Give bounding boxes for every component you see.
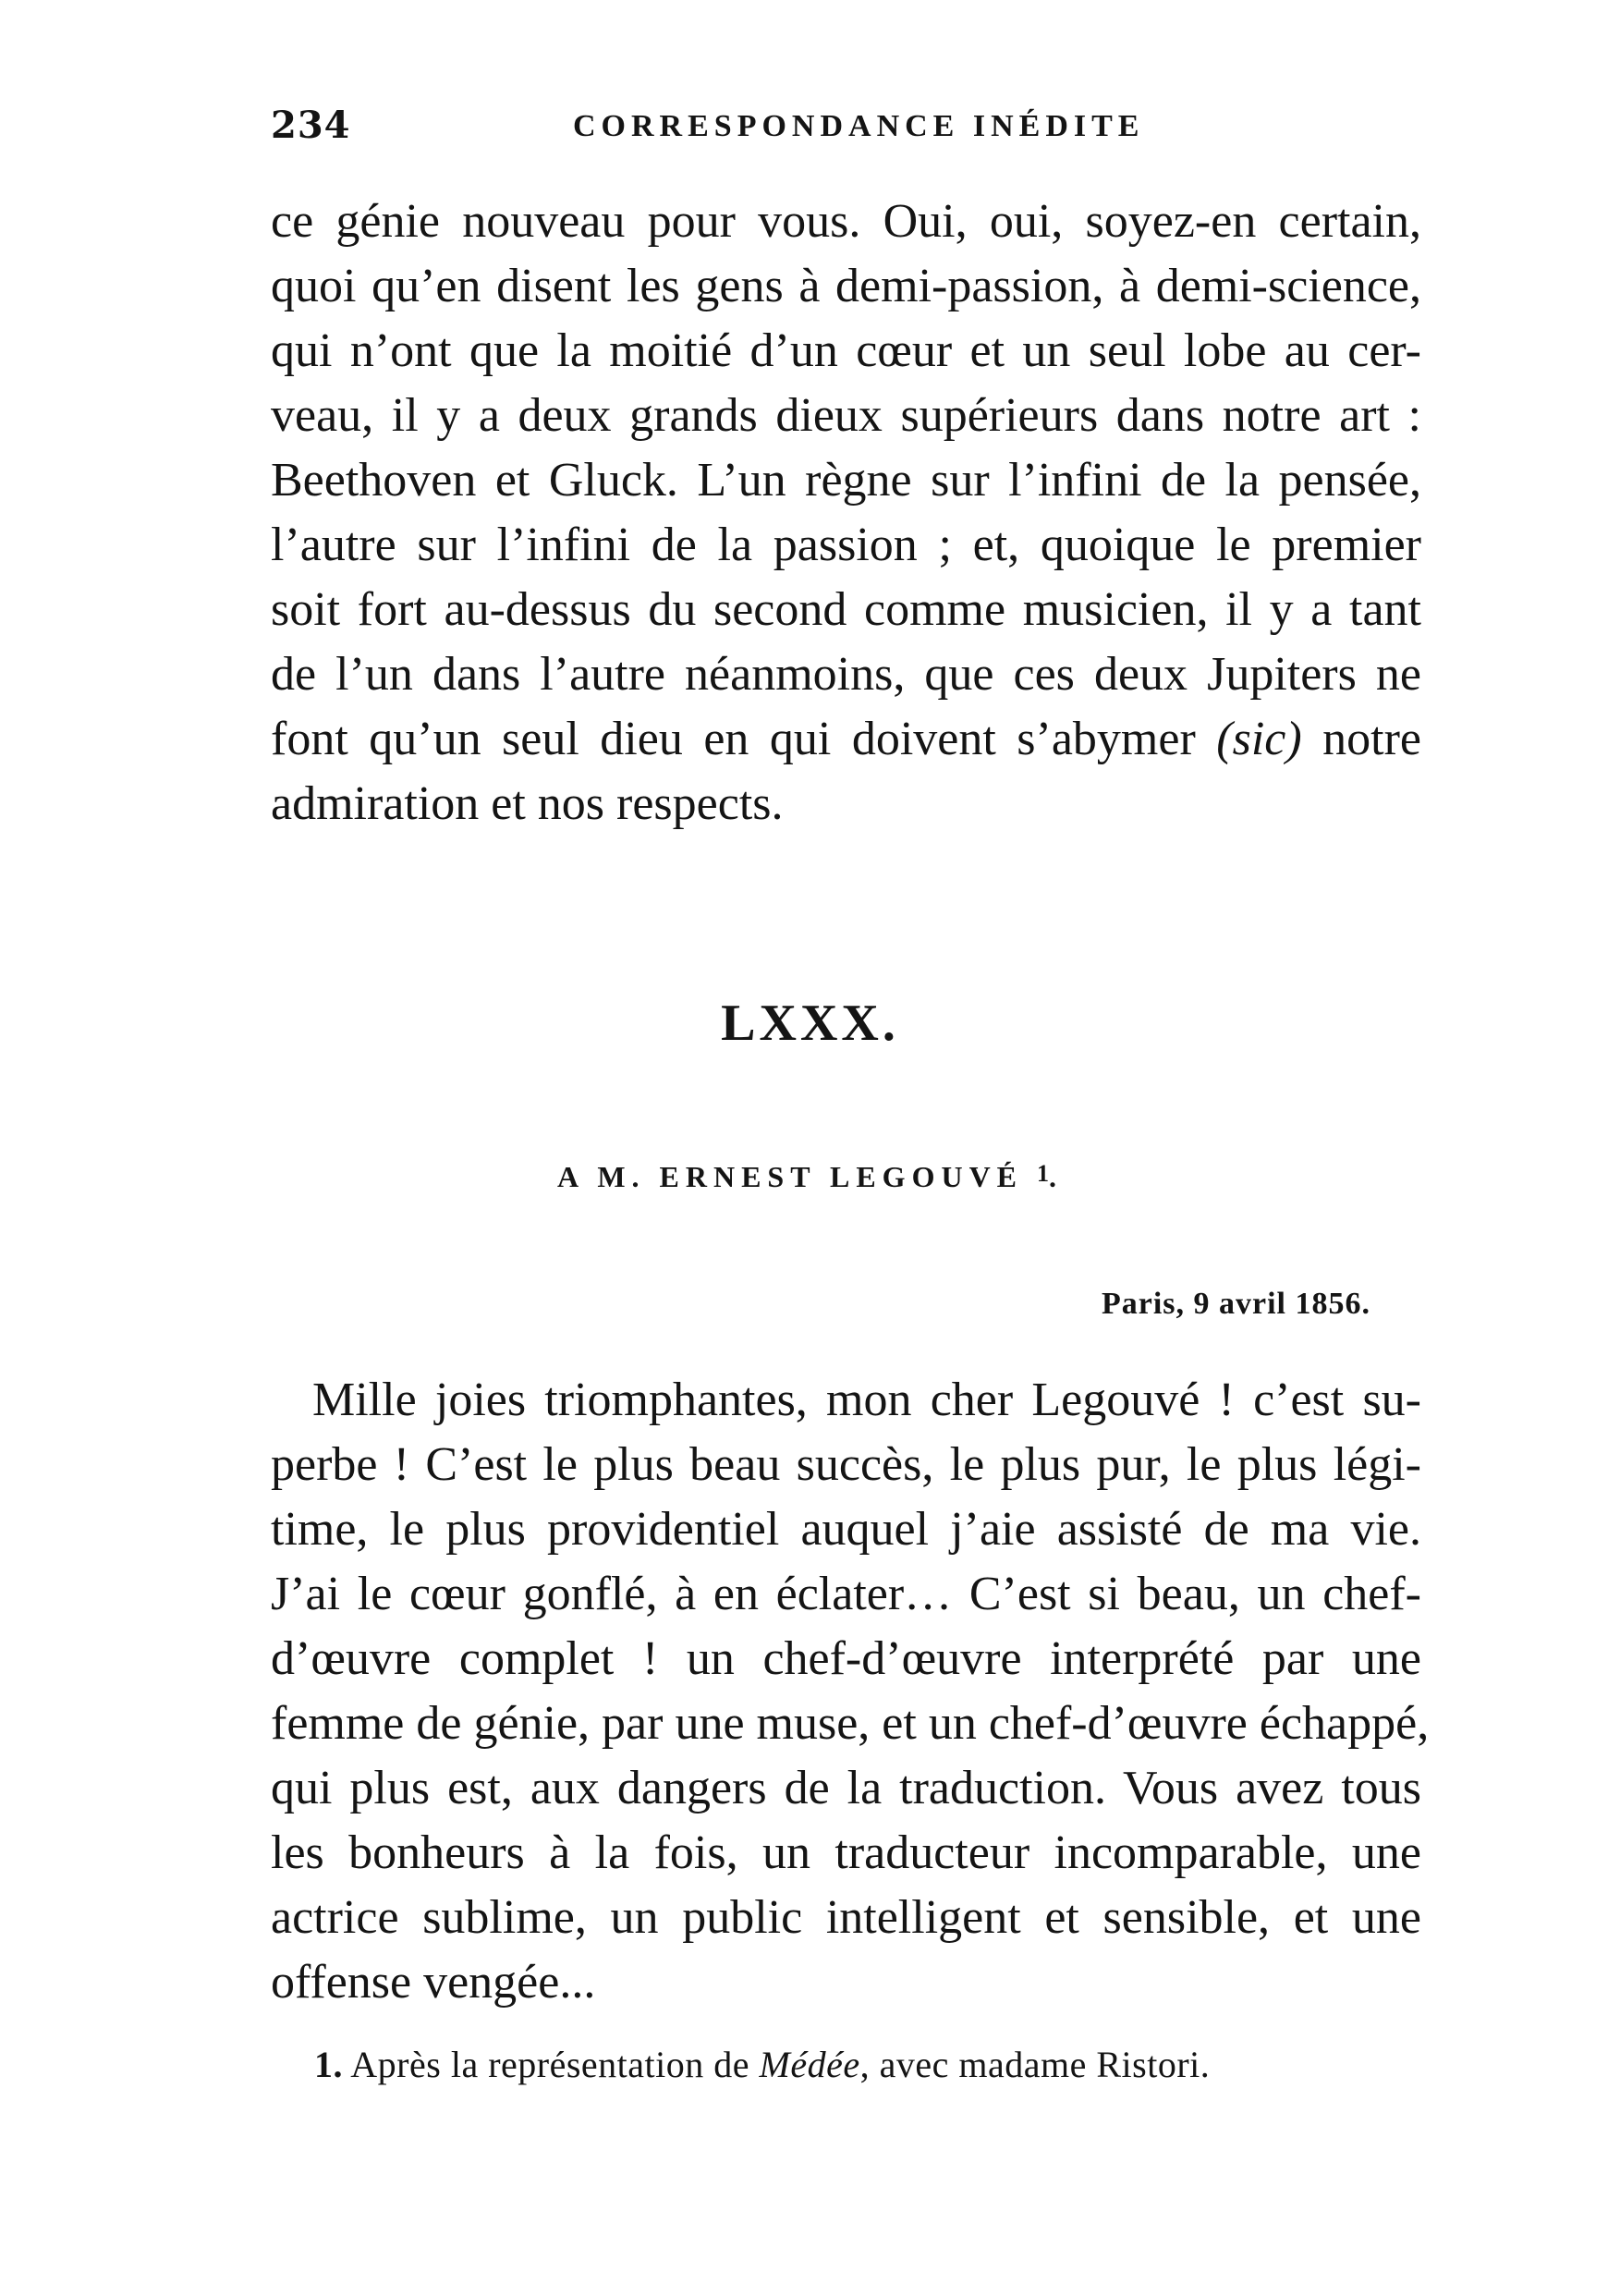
- text-segment: notre: [1301, 713, 1422, 765]
- footnote: [314, 2043, 1210, 2086]
- italic-sic: (sic): [1216, 713, 1302, 765]
- page-number: 234: [271, 104, 351, 147]
- addressee-name: A M. ERNEST LEGOUVÉ: [556, 1160, 1024, 1193]
- text-line: femme de génie, par une muse, et un chef-d’œuvre échappé,: [271, 1697, 1430, 1750]
- dateline: Paris, 9 avril 1856.: [1101, 1287, 1370, 1321]
- text-line: l’autre sur l’infini de la passion ; et, quoique le premier: [271, 519, 1421, 571]
- text-line-last: admiration et nos respects.: [271, 777, 784, 830]
- footnote-reference: 1: [1037, 1160, 1050, 1187]
- text-line-last: offense vengée...: [271, 1956, 596, 2009]
- text-line: ce génie nouveau pour vous. Oui, oui, soyez-en certain,: [271, 195, 1421, 248]
- text-line: Mille joies triomphantes, mon cher Legouvé ! c’est su-: [312, 1374, 1421, 1426]
- text-segment: font qu’un seul dieu en qui doivent s’abymer: [271, 713, 1217, 765]
- text-line: actrice sublime, un public intelligent et sensible, et une: [271, 1891, 1421, 1944]
- running-title: CORRESPONDANCE INÉDITE: [573, 109, 1145, 143]
- text-line: Beethoven et Gluck. L’un règne sur l’infini de la pensée,: [271, 454, 1421, 507]
- text-line: J’ai le cœur gonflé, à en éclater… C’est si beau, un chef-: [271, 1568, 1421, 1620]
- footnote-number: 1.: [314, 2044, 343, 2085]
- text-line: soit fort au-dessus du second comme musicien, il y a tant: [271, 583, 1421, 636]
- text-line: veau, il y a deux grands dieux supérieurs dans notre art :: [271, 389, 1421, 442]
- text-line: qui n’ont que la moitié d’un cœur et un seul lobe au cer-: [271, 324, 1421, 377]
- text-line: perbe ! C’est le plus beau succès, le plus pur, le plus légi-: [271, 1438, 1421, 1491]
- footnote-text: , avec madame Ristori.: [859, 2044, 1211, 2085]
- running-head: [271, 104, 1417, 159]
- addressee-period: .: [1049, 1160, 1064, 1193]
- text-line: time, le plus providentiel auquel j’aie assisté de ma vie.: [271, 1503, 1421, 1556]
- text-line: [271, 707, 1421, 772]
- letter-continuation: [271, 189, 1421, 837]
- footnote-text: Après la représentation de: [350, 2044, 760, 2085]
- text-line: de l’un dans l’autre néanmoins, que ces deux Jupiters ne: [271, 648, 1421, 701]
- addressee-heading: [0, 1160, 1620, 1194]
- footnote-italic-title: Médée: [759, 2044, 860, 2085]
- text-line: d’œuvre complet ! un chef-d’œuvre interprété par une: [271, 1632, 1421, 1685]
- text-line: qui plus est, aux dangers de la traduction. Vous avez tous: [271, 1762, 1421, 1814]
- letter-number-heading: LXXX.: [721, 995, 899, 1052]
- letter-body: [271, 1368, 1430, 2015]
- text-line: quoi qu’en disent les gens à demi-passion, à demi-science,: [271, 260, 1421, 312]
- text-line: les bonheurs à la fois, un traducteur incomparable, une: [271, 1826, 1421, 1879]
